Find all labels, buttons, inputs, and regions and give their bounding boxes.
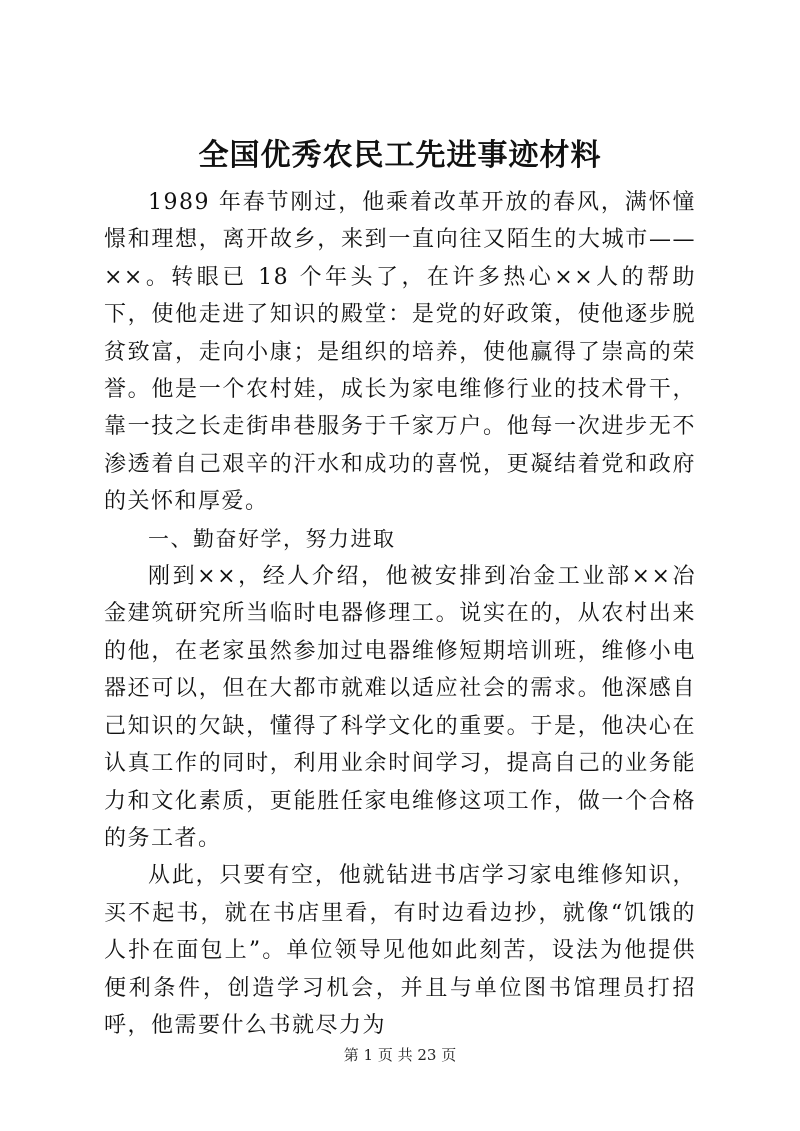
paragraph-arrival: 刚到××，经人介绍，他被安排到冶金工业部××冶金建筑研究所当临时电器修理工。说实在的，从农村出来的他，在老家虽然参加过电器维修短期培训班，维修小电器还可以，但在大都市就难以适应社会的需求。他深感自己知识的欠缺，懂得了科学文化的重要。于是，他决心在认真工作的同时，利用业余时间学习，提高自己的业务能力和文化素质，更能胜任家电维修这项工作，做一个合格的务工者。 bbox=[104, 564, 696, 851]
document-title: 全国优秀农民工先进事迹材料 bbox=[198, 138, 602, 173]
paragraph-intro: 1989 年春节刚过，他乘着改革开放的春风，满怀憧憬和理想，离开故乡，来到一直向往又陌生的大城市——××。转眼已 18 个年头了，在许多热心××人的帮助下，使他走进了知识的殿堂：是党的好政策，使他逐步脱贫致富，走向小康；是组织的培养，使他赢得了崇高的荣誉。他是一个农村娃，成长为家电维修行业的技术骨干，靠一技之长走街串巷服务于千家万户。他每一次进步无不渗透着自己艰辛的汗水和成功的喜悦，更凝结着党和政府的关怀和厚爱。 bbox=[104, 190, 696, 515]
page-footer: 第 1 页 共 23 页 bbox=[343, 1046, 457, 1064]
section-heading: 一、勤奋好学，努力进取 bbox=[148, 526, 396, 551]
document-body bbox=[104, 184, 696, 1044]
paragraph-study: 从此，只要有空，他就钻进书店学习家电维修知识，买不起书，就在书店里看，有时边看边抄，就像“饥饿的人扑在面包上”。单位领导见他如此刻苦，设法为他提供便利条件，创造学习机会，并且与单位图书馆理员打招呼，他需要什么书就尽力为 bbox=[104, 863, 696, 1038]
